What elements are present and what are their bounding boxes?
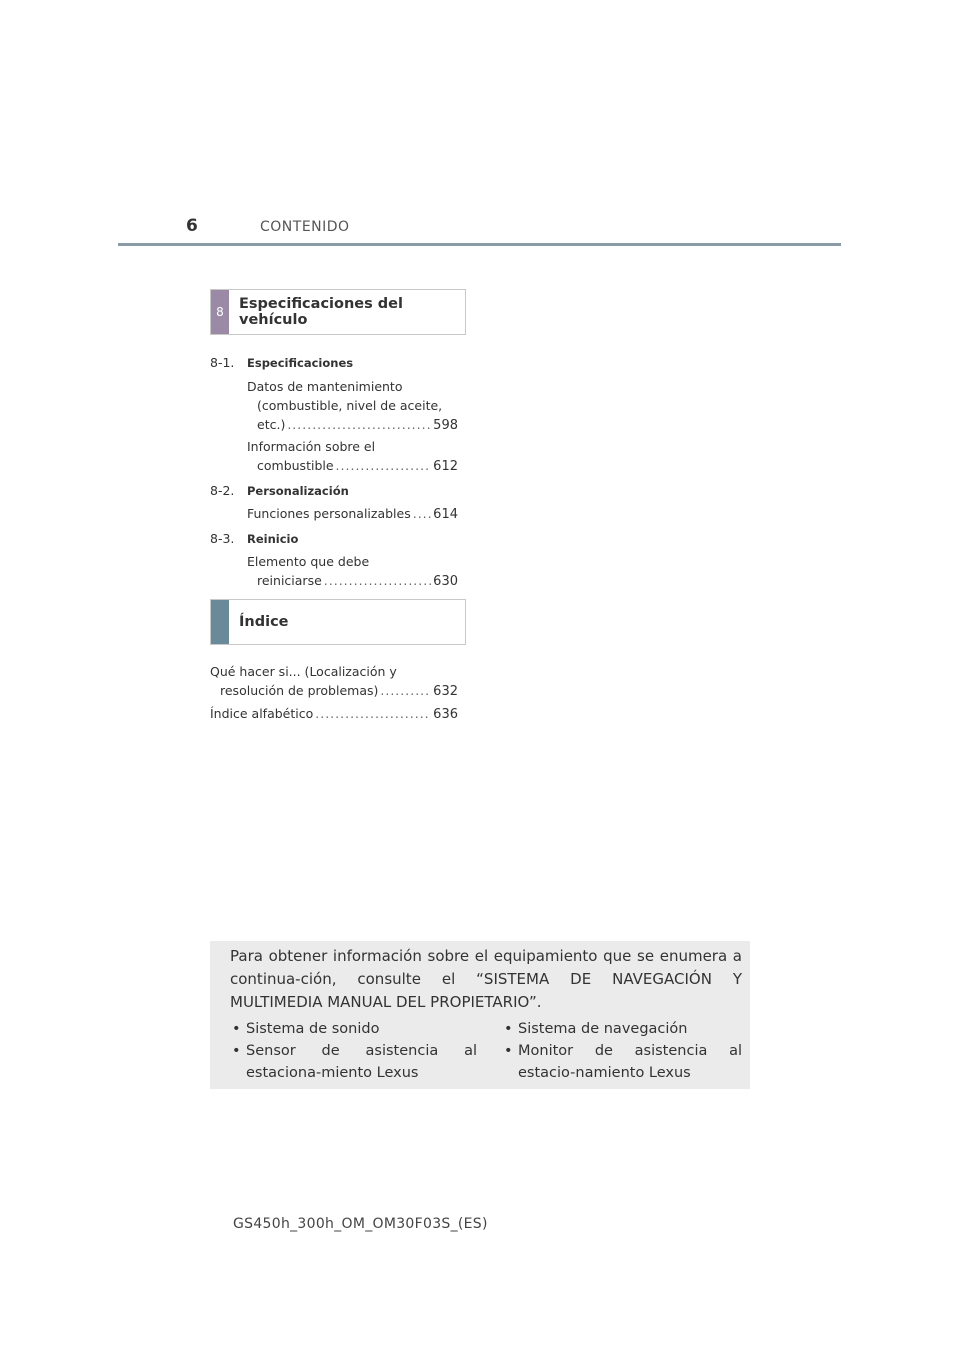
toc-page-number: 614 bbox=[433, 507, 458, 522]
toc-entry-line: Información sobre el bbox=[247, 439, 376, 454]
info-box-text: Para obtener información sobre el equipamiento que se enumera a continua-ción, consulte el “SISTEMA DE NAVEGACIÓN Y MULTIMEDIA MANUAL DEL PROPIETARIO”. bbox=[230, 947, 742, 1011]
subsection-8-2-title: Personalización bbox=[247, 484, 349, 498]
toc-entry[interactable] bbox=[247, 504, 458, 524]
page-number: 6 bbox=[186, 216, 198, 236]
list-item bbox=[232, 1018, 477, 1040]
bullet-text: Monitor de asistencia al estacio-namiento Lexus bbox=[518, 1043, 742, 1081]
section-8-tab: 8 bbox=[211, 290, 229, 334]
list-item bbox=[504, 1018, 742, 1040]
page-title: CONTENIDO bbox=[260, 219, 350, 235]
list-item bbox=[232, 1040, 477, 1084]
toc-entry-line: (combustible, nivel de aceite, bbox=[257, 398, 443, 413]
bullet-text: Sensor de asistencia al estaciona-miento Lexus bbox=[246, 1043, 477, 1081]
toc-entry-line: Elemento que debe bbox=[247, 554, 370, 569]
toc-entry-line: Índice alfabético bbox=[210, 706, 314, 721]
index-heading bbox=[210, 599, 466, 645]
toc-entry-line: Qué hacer si... (Localización y bbox=[210, 664, 397, 679]
toc-entry-line: resolución de problemas) bbox=[220, 683, 379, 698]
info-box bbox=[210, 941, 750, 1089]
toc-entry[interactable] bbox=[247, 552, 458, 591]
toc-entry-line: Funciones personalizables bbox=[247, 506, 411, 521]
subsection-8-2-number: 8-2. bbox=[210, 483, 235, 498]
subsection-8-1-number: 8-1. bbox=[210, 355, 235, 370]
subsection-8-1-title: Especificaciones bbox=[247, 356, 354, 370]
bullet-icon: • bbox=[232, 1043, 241, 1059]
toc-entry-line: combustible bbox=[257, 458, 334, 473]
bullet-icon: • bbox=[504, 1021, 513, 1037]
section-8-title: Especificaciones del vehículo bbox=[239, 296, 403, 328]
toc-entry-line: reiniciarse bbox=[257, 573, 322, 588]
bullet-icon: • bbox=[232, 1021, 241, 1037]
toc-entry[interactable] bbox=[247, 377, 458, 435]
subsection-8-3-title: Reinicio bbox=[247, 532, 299, 546]
header-divider bbox=[118, 243, 841, 246]
section-8-heading bbox=[210, 289, 466, 335]
bullet-text: Sistema de sonido bbox=[246, 1021, 380, 1037]
toc-page-number: 632 bbox=[433, 684, 458, 699]
toc-page-number: 636 bbox=[433, 707, 458, 722]
toc-entry[interactable] bbox=[210, 662, 458, 701]
toc-page-number: 612 bbox=[433, 459, 458, 474]
list-item bbox=[504, 1040, 742, 1084]
toc-entry-line: Datos de mantenimiento bbox=[247, 379, 403, 394]
bullet-text: Sistema de navegación bbox=[518, 1021, 688, 1037]
subsection-8-3-number: 8-3. bbox=[210, 531, 235, 546]
index-tab bbox=[211, 600, 229, 644]
index-title: Índice bbox=[239, 614, 289, 630]
toc-page-number: 630 bbox=[433, 574, 458, 589]
toc-entry[interactable] bbox=[247, 437, 458, 476]
document-code: GS450h_300h_OM_OM30F03S_(ES) bbox=[233, 1216, 488, 1232]
toc-entry-line: etc.) bbox=[257, 417, 286, 432]
toc-page-number: 598 bbox=[433, 418, 458, 433]
bullet-icon: • bbox=[504, 1043, 513, 1059]
toc-entry[interactable] bbox=[210, 704, 458, 724]
